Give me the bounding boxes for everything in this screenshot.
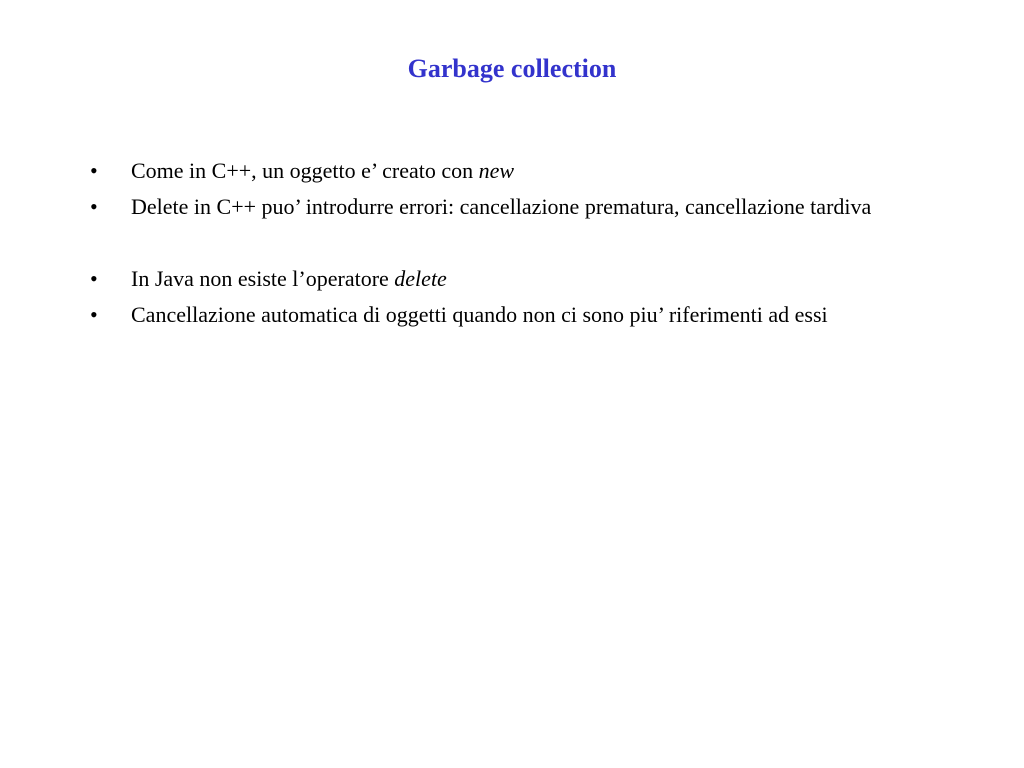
bullet-list — [88, 156, 958, 336]
bullet-icon: • — [90, 194, 98, 219]
bullet-item — [88, 156, 958, 186]
bullet-text: Delete in C++ puo’ introdurre errori: cancellazione prematura, cancellazione tardiva — [131, 194, 872, 219]
bullet-icon: • — [90, 158, 98, 183]
bullet-text: Cancellazione automatica di oggetti quando non ci sono piu’ riferimenti ad essi — [131, 302, 828, 327]
bullet-item — [88, 300, 958, 330]
bullet-item — [88, 264, 958, 294]
bullet-text: Come in C++, un oggetto e’ creato con — [131, 158, 479, 183]
bullet-text: In Java non esiste l’operatore — [131, 266, 395, 291]
bullet-icon: • — [90, 266, 98, 291]
bullet-icon: • — [90, 302, 98, 327]
bullet-emphasis: new — [478, 158, 515, 183]
bullet-item — [88, 192, 958, 222]
bullet-emphasis: delete — [394, 266, 447, 291]
slide-title: Garbage collection — [407, 54, 617, 83]
